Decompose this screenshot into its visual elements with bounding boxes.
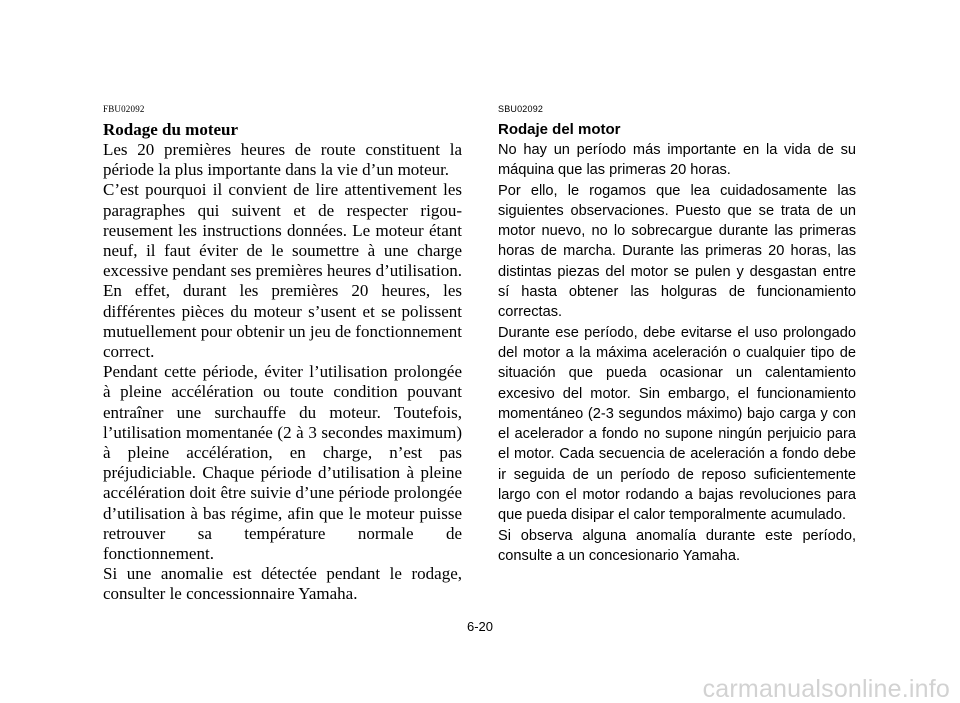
french-column (103, 104, 462, 605)
paragraph: Durante ese período, debe evitarse el uso prolongado del motor a la máxima aceleración o cualquier tipo de situación que pueda ocasionar un calentamiento excesivo del motor. Sin embargo, el funcionamiento momentáneo (2-3 segundos máximo) bajo carga y con el acelerador a fondo no supone ningún perjuicio para el motor. Cada secuencia de aceleración a fondo debe ir seguida de un período de reposo suficientemente largo con el motor rodando a bajas revoluciones para que pueda disipar el calor temporalmente acumulado. (498, 324, 856, 524)
section-code: SBU02092 (498, 104, 544, 114)
paragraph: Si observa alguna anomalía durante este período, consulte a un concesionario Yamaha. (498, 527, 856, 564)
paragraph: Pendant cette période, éviter l’utilisation prolongée à pleine accélération ou toute condition pouvant entraîner une surchauffe du moteur. Toutefois, l’utilisation momentanée (2 à 3 secondes maximum) à pleine accélération, en charge, n’est pas préjudiciable. Chaque période d’utilisation à pleine accélération doit être suivie d’une période prolongée d’utilisation à bas régime, afin que le moteur puisse retrouver sa température normale de fonctionnement. (103, 362, 462, 564)
paragraph: No hay un período más importante en la vida de su máquina que las primeras 20 horas. (498, 142, 856, 179)
section-code: FBU02092 (103, 104, 145, 114)
section-heading: Rodage du moteur (103, 120, 239, 139)
paragraph: Si une anomalie est détectée pendant le rodage, consulter le concessionnaire Yamaha. (103, 564, 462, 604)
paragraph: Por ello, le rogamos que lea cuidadosamente las siguientes observaciones. Puesto que se trata de un motor nuevo, no lo sobrecargue durante las primeras horas de marcha. Durante las primeras 20 horas, las distintas piezas del motor se pulen y desgastan entre sí hasta obtener las holguras de funcionamiento correctas. (498, 182, 856, 321)
section-heading: Rodaje del motor (498, 121, 621, 138)
spanish-column (498, 104, 856, 566)
watermark: carmanualsonline.info (702, 675, 950, 703)
paragraph: C’est pourquoi il convient de lire attentivement les paragraphes qui suivent et de respecter rigoureusement les instructions données. Le moteur étant neuf, il faut éviter de le soumettre à une charge excessive pendant ses premières heures d’utilisation. En effet, durant les premières 20 heures, les différentes pièces du moteur s’usent et se polissent mutuellement pour obtenir un jeu de fonctionnement correct. (103, 180, 462, 362)
page-number: 6-20 (466, 619, 494, 634)
paragraph: Les 20 premières heures de route constituent la période la plus importante dans la vie d’un moteur. (103, 140, 462, 180)
